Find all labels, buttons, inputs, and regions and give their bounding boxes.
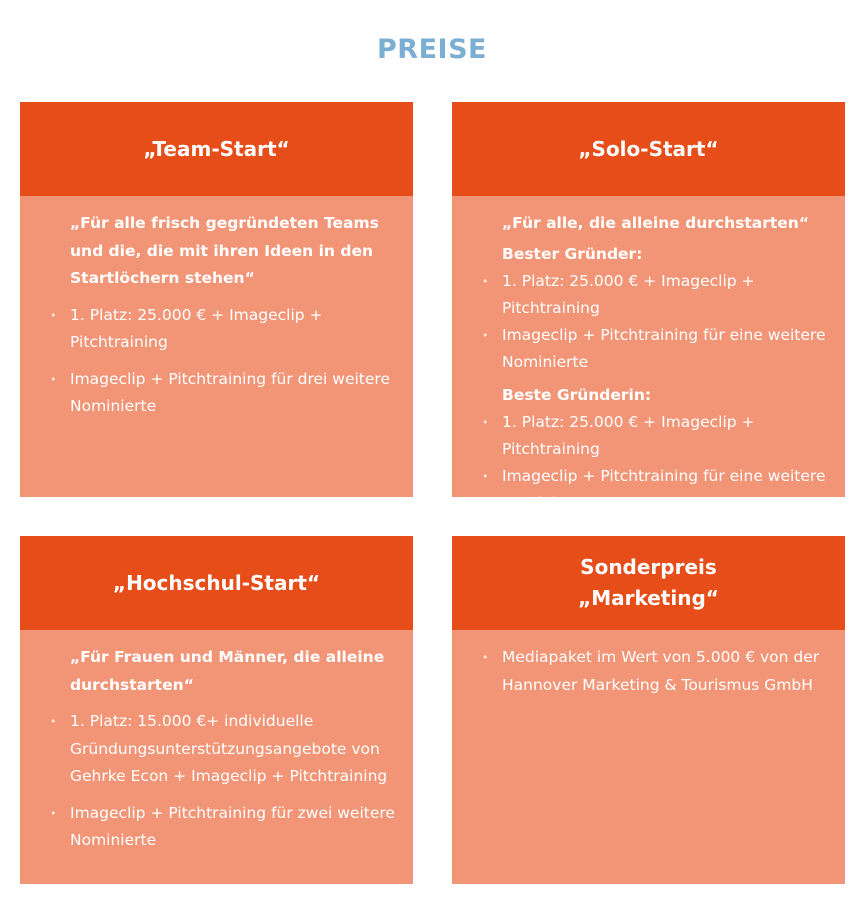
prize-card-sonderpreis-marketing	[452, 536, 845, 884]
list-item: • Imageclip + Pitchtraining für eine weitere Nominierte	[502, 322, 829, 376]
prize-card-solo-start	[452, 102, 845, 512]
card-heading-line: Sonderpreis	[580, 555, 717, 579]
list-item: • Imageclip + Pitchtraining für drei weitere Nominierte	[70, 366, 397, 421]
card-intro: „Für alle, die alleine durchstarten“	[502, 214, 810, 232]
card-heading-line: „Marketing“	[578, 586, 719, 610]
prize-list	[502, 268, 829, 376]
list-item: • 1. Platz: 25.000 € + Imageclip + Pitchtraining	[70, 302, 397, 357]
prize-list	[70, 708, 397, 855]
prize-card-team-start	[20, 102, 413, 497]
page-title: PREISE	[377, 34, 487, 65]
list-item: • Imageclip + Pitchtraining für eine weitere Nominierte	[502, 463, 829, 517]
card-body	[20, 196, 413, 421]
list-item: • 1. Platz: 25.000 € + Imageclip + Pitchtraining	[502, 409, 829, 463]
card-heading	[452, 536, 845, 630]
list-item: • 1. Platz: 15.000 €+ individuelle Gründungsunterstützungsangebote von Gehrke Econ + Imageclip + Pitchtraining	[70, 708, 397, 791]
card-heading: „Hochschul-Start“	[20, 536, 413, 630]
group-label: Beste Gründerin:	[502, 386, 652, 404]
card-intro: „Für alle frisch gegründeten Teams und die, die mit ihren Ideen in den Startlöchern stehen“	[70, 214, 379, 287]
card-body	[452, 196, 845, 517]
prize-list	[502, 409, 829, 517]
card-body	[20, 630, 413, 855]
list-item: • 1. Platz: 25.000 € + Imageclip + Pitchtraining	[502, 268, 829, 322]
group-label: Bester Gründer:	[502, 245, 643, 263]
list-item: • Mediapaket im Wert von 5.000 € von der Hannover Marketing & Tourismus GmbH	[502, 644, 829, 699]
card-intro: „Für Frauen und Männer, die alleine durchstarten“	[70, 648, 385, 694]
prize-list	[70, 302, 397, 421]
prize-card-hochschul-start	[20, 536, 413, 884]
card-heading: „Team-Start“	[20, 102, 413, 196]
prize-list	[502, 644, 829, 699]
card-heading: „Solo-Start“	[452, 102, 845, 196]
card-body	[452, 630, 845, 699]
list-item: • Imageclip + Pitchtraining für zwei weitere Nominierte	[70, 800, 397, 855]
